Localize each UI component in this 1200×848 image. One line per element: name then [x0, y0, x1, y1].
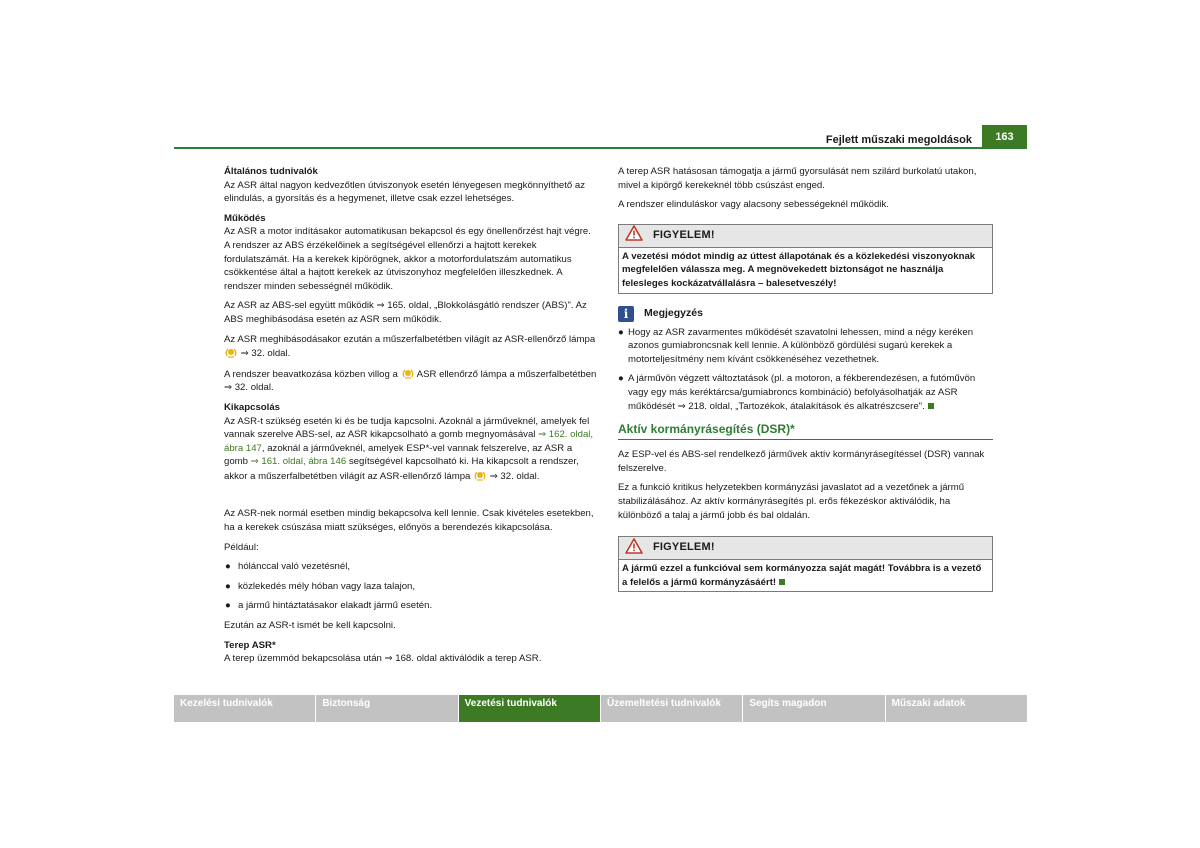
asr-lamp-icon	[401, 369, 415, 380]
paragraph-terrain: A terep üzemmód bekapcsolása után ⇒ 168. oldal aktiválódik a terep ASR.	[224, 653, 542, 665]
warning-header	[619, 537, 992, 560]
nav-tab-self-help[interactable]: Segíts magadon	[743, 695, 884, 722]
paragraph-terrain-support: A terep ASR hatásosan támogatja a jármű gyorsulását nem szilárd burkolatú utakon, mivel a kipörgő kerekeknél több csúszást enged.	[618, 166, 977, 191]
heading-operation: Működés	[224, 212, 266, 224]
nav-tab-technical-data[interactable]: Műszaki adatok	[886, 695, 1027, 722]
blink-rest: ASR ellenőrző lámpa a műszerfalbetétben ⇒ 32. oldal.	[224, 368, 597, 394]
list-item: ● hólánccal való vezetésnél,	[225, 561, 350, 573]
nav-tab-safety[interactable]: Biztonság	[316, 695, 457, 722]
paragraph-fault	[224, 333, 598, 361]
left-column	[224, 165, 598, 672]
asr-lamp-icon	[224, 348, 238, 359]
paragraph-general: Az ASR által nagyon kedvezőtlen útviszonyok esetén lényegesen megkönnyíthető az elindulás, a gyorsítás és a hegymenet, illetve csak ezzel lehetséges.	[224, 179, 586, 205]
nav-tab-driving-info[interactable]: Vezetési tudnivalók	[459, 695, 600, 722]
warning-box-2	[618, 536, 993, 592]
warning-triangle-icon	[625, 538, 643, 559]
paragraph-switch-off	[224, 415, 598, 484]
switch-text-3: segítségével kapcsolható ki. Ha kikapcsolt a rendszer, akkor a műszerfalbetétben világít az ASR-ellenőrző lámpa	[224, 456, 579, 482]
end-of-section-marker	[928, 403, 934, 409]
info-icon: i	[618, 306, 634, 322]
paragraph-low-speed: A rendszer elinduláskor vagy alacsony sebességeknél működik.	[618, 199, 889, 211]
note-header	[618, 304, 993, 324]
link-figure-146[interactable]: ⇒ 161. oldal, ábra 146	[250, 456, 347, 468]
warning-box-1	[618, 224, 993, 294]
fault-text: Az ASR meghibásodásakor ezután a műszerfalbetétben világít az ASR-ellenőrző lámpa	[224, 333, 596, 345]
paragraph-example: Például:	[224, 541, 259, 553]
page-number: 163	[982, 125, 1027, 149]
section-title-dsr: Aktív kormányrásegítés (DSR)*	[618, 421, 993, 440]
note-item: ● A járművön végzett változtatások (pl. a motoron, a fékberendezésen, a futóművön vagy egy más keréktárcsa/gumiabroncs kombináció) befolyásolhatják az ASR működését ⇒ 218. oldal, „Tartozékok, átalakítások és alkatrészcsere".	[618, 373, 976, 412]
note-item: ● Hogy az ASR zavarmentes működését szavatolni lehessen, mind a négy keréken azonos gumiabroncsnak kell lennie. A különböző gördülési sugarú kerekek a motorteljesítmény nem kívánt csökkenéséhez vezethetnek.	[618, 326, 974, 365]
nav-tab-maintenance-info[interactable]: Üzemeltetési tudnivalók	[601, 695, 742, 722]
warning-text: A vezetési módot mindig az úttest állapotának és a közlekedési viszonyoknak megfelelően válassza meg. A megnövekedett biztonságot ne használja felesleges kockázatvállalásra – balesetveszély!	[622, 250, 976, 289]
blink-text: A rendszer beavatkozása közben villog a	[224, 368, 398, 380]
list-item: ● a jármű hintáztatásakor elakadt jármű esetén.	[225, 600, 433, 612]
paragraph-after: Ezután az ASR-t ismét be kell kapcsolni.	[224, 620, 396, 632]
end-of-section-marker	[779, 579, 785, 585]
switch-text-4: ⇒ 32. oldal.	[489, 470, 540, 482]
warning-title: FIGYELEM!	[653, 541, 715, 554]
heading-switch-off: Kikapcsolás	[224, 401, 280, 413]
switch-text-1: Az ASR-t szükség esetén ki és be tudja kapcsolni. Azoknál a járműveknél, amelyek fel vannak szerelve ABS-sel, az ASR kikapcsolható a gomb megnyomásával	[224, 415, 590, 441]
note-title: Megjegyzés	[644, 306, 703, 319]
switch-text-2: , azoknál a járműveknél, amelyek ESP*-vel vannak felszerelve, az ASR a gomb	[224, 442, 573, 468]
heading-general: Általános tudnivalók	[224, 166, 318, 177]
paragraph-abs: Az ASR az ABS-sel együtt működik ⇒ 165. oldal, „Blokkolásgátló rendszer (ABS)". Az ABS meghibásodása esetén az ASR sem működik.	[224, 300, 587, 325]
paragraph-blink	[224, 367, 598, 395]
warning-title: FIGYELEM!	[653, 228, 715, 241]
list-item: ● közlekedés mély hóban vagy laza talajon,	[225, 580, 416, 592]
fault-ref: ⇒ 32. oldal.	[240, 348, 291, 360]
warning-header	[619, 225, 992, 248]
warning-triangle-icon	[625, 225, 643, 246]
paragraph-dsr-2: Ez a funkció kritikus helyzetekben kormányzási javaslatot ad a vezetőnek a jármű stabilizálásához. Az aktív kormányrásegítés pl. erős fékezéskor aktiválódik, ha különböző a talaj a jármű jobb és bal oldalán.	[618, 482, 965, 521]
asr-lamp-icon	[473, 471, 487, 482]
page-header-title: Fejlett műszaki megoldások	[825, 134, 972, 146]
right-column	[618, 165, 993, 602]
heading-terrain-asr: Terep ASR*	[224, 639, 276, 651]
nav-tab-operating-info[interactable]: Kezelési tudnivalók	[174, 695, 315, 722]
warning-text: A jármű ezzel a funkcióval sem kormányozza saját magát! Továbbra is a vezető a felelős a jármű kormányzásáért!	[622, 563, 982, 588]
paragraph-dsr-1: Az ESP-vel és ABS-sel rendelkező járművek aktív kormányrásegítéssel (DSR) vannak felszerelve.	[618, 449, 985, 474]
bottom-nav	[174, 695, 1027, 722]
link-figure-147[interactable]: ⇒ 162. oldal, ábra 147	[224, 429, 594, 454]
header-rule	[174, 147, 1027, 149]
paragraph-normal: Az ASR-nek normál esetben mindig bekapcsolva kell lennie. Csak kivételes esetekben, ha a kerekek csúszása miatt szükséges, előnyös a berendezés kikapcsolása.	[224, 508, 594, 534]
paragraph-operation: Az ASR a motor indításakor automatikusan bekapcsol és egy önellenőrzést hajt végre. A rendszer az ABS érzékelőinek a segítségével ellenőrzi a hajtott kerekek fordulatszámát. Ha a kerekek kipörögnek, akkor a motorfordulatszám automatikus csökkentése által a hajtott kerekek az útviszonyhoz megfelelően illeszkednek. A rendszer minden sebességnél működik.	[224, 226, 591, 292]
